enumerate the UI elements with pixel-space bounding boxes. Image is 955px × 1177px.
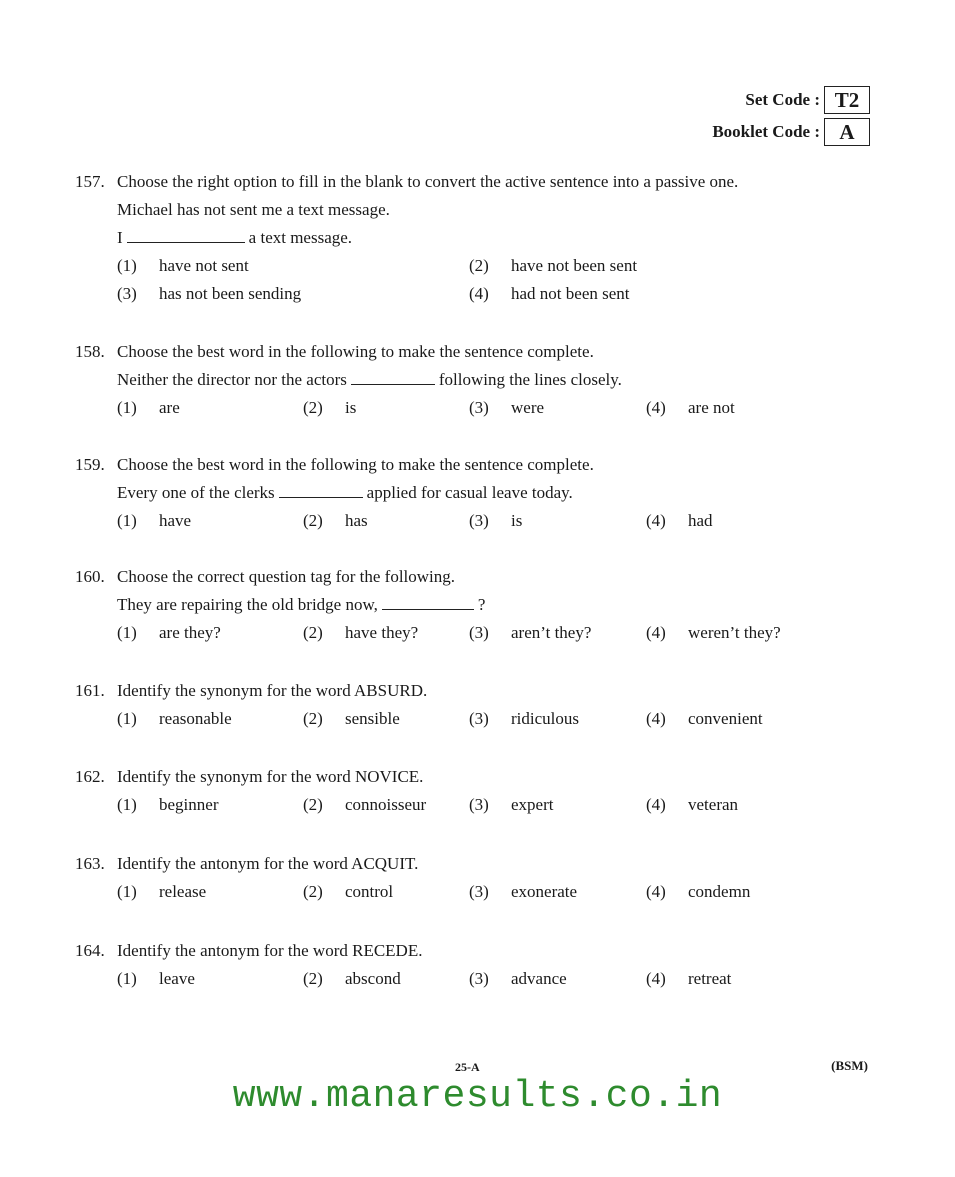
- sentence-end: a text message.: [248, 228, 353, 247]
- question-prompt: Choose the correct question tag for the following.: [117, 567, 456, 586]
- option-3: (3) ridiculous: [469, 709, 579, 728]
- option-3: (3) were: [469, 398, 545, 417]
- website-watermark: www.manaresults.co.in: [232, 1075, 723, 1118]
- question-160: [75, 563, 875, 647]
- question-164: [75, 937, 875, 993]
- question-sentence: Michael has not sent me a text message.: [117, 200, 390, 219]
- answer-blank: [279, 483, 363, 498]
- option-3: (3) is: [469, 511, 523, 530]
- question-prompt: Choose the best word in the following to make the sentence complete.: [117, 342, 594, 361]
- option-4: (4) condemn: [646, 882, 751, 901]
- option-4: (4) are not: [646, 398, 735, 417]
- options-row: [75, 965, 875, 993]
- option-4: (4) had not been sent: [469, 284, 630, 303]
- option-2: (2) have they?: [303, 623, 419, 642]
- question-number: 163.: [75, 854, 105, 873]
- options-row: [75, 252, 875, 280]
- question-number: 157.: [75, 172, 105, 191]
- option-2: (2) is: [303, 398, 357, 417]
- booklet-code-row: [712, 116, 870, 148]
- option-2: (2) sensible: [303, 709, 400, 728]
- option-3: (3) advance: [469, 969, 567, 988]
- option-1: (1) beginner: [117, 795, 219, 814]
- question-prompt: Identify the synonym for the word ABSURD.: [117, 681, 428, 700]
- code-block: [712, 84, 870, 148]
- option-2: (2) have not been sent: [469, 256, 638, 275]
- question-number: 160.: [75, 567, 105, 586]
- option-3: (3) has not been sending: [117, 284, 302, 303]
- option-1: (1) leave: [117, 969, 195, 988]
- options-row: [75, 394, 875, 422]
- question-159: [75, 451, 875, 535]
- option-2: (2) has: [303, 511, 368, 530]
- question-blank-sentence: [75, 591, 875, 619]
- question-prompt: Choose the right option to fill in the blank to convert the active sentence into a passive one.: [117, 172, 739, 191]
- option-1: (1) are they?: [117, 623, 221, 642]
- question-161: [75, 677, 875, 733]
- options-row: [75, 280, 875, 308]
- option-4: (4) weren’t they?: [646, 623, 781, 642]
- question-blank-sentence: [75, 479, 875, 507]
- set-code-row: [712, 84, 870, 116]
- set-code-value: T2: [824, 86, 870, 114]
- option-4: (4) had: [646, 511, 713, 530]
- question-number: 164.: [75, 941, 105, 960]
- sentence-end: applied for casual leave today.: [366, 483, 573, 502]
- option-4: (4) retreat: [646, 969, 732, 988]
- option-2: (2) connoisseur: [303, 795, 427, 814]
- option-1: (1) have not sent: [117, 256, 249, 275]
- page-number: 25-A: [455, 1060, 480, 1074]
- option-1: (1) have: [117, 511, 192, 530]
- options-row: [75, 878, 875, 906]
- question-163: [75, 850, 875, 906]
- option-4: (4) veteran: [646, 795, 739, 814]
- question-prompt: Identify the synonym for the word NOVICE.: [117, 767, 424, 786]
- answer-blank: [382, 595, 474, 610]
- booklet-code-value: A: [824, 118, 870, 146]
- question-number: 161.: [75, 681, 105, 700]
- option-3: (3) expert: [469, 795, 554, 814]
- option-1: (1) are: [117, 398, 180, 417]
- sentence-end: following the lines closely.: [438, 370, 622, 389]
- options-row: [75, 791, 875, 819]
- sentence-start: They are repairing the old bridge now,: [117, 595, 378, 614]
- question-number: 158.: [75, 342, 105, 361]
- options-row: [75, 619, 875, 647]
- booklet-code-label: Booklet Code :: [712, 122, 820, 141]
- option-1: (1) release: [117, 882, 207, 901]
- question-number: 159.: [75, 455, 105, 474]
- option-4: (4) convenient: [646, 709, 763, 728]
- answer-blank: [351, 370, 435, 385]
- option-1: (1) reasonable: [117, 709, 232, 728]
- question-prompt: Identify the antonym for the word RECEDE.: [117, 941, 423, 960]
- options-row: [75, 705, 875, 733]
- option-3: (3) aren’t they?: [469, 623, 592, 642]
- sentence-start: I: [117, 228, 123, 247]
- sentence-start: Neither the director nor the actors: [117, 370, 347, 389]
- option-3: (3) exonerate: [469, 882, 578, 901]
- question-158: [75, 338, 875, 422]
- series-code: (BSM): [831, 1058, 868, 1073]
- question-blank-sentence: [75, 366, 875, 394]
- question-blank-sentence: [75, 224, 875, 252]
- set-code-label: Set Code :: [745, 90, 820, 109]
- question-prompt: Identify the antonym for the word ACQUIT.: [117, 854, 419, 873]
- question-162: [75, 763, 875, 819]
- question-number: 162.: [75, 767, 105, 786]
- option-2: (2) control: [303, 882, 394, 901]
- answer-blank: [127, 228, 245, 243]
- options-row: [75, 507, 875, 535]
- sentence-start: Every one of the clerks: [117, 483, 275, 502]
- option-2: (2) abscond: [303, 969, 401, 988]
- question-prompt: Choose the best word in the following to make the sentence complete.: [117, 455, 594, 474]
- question-157: [75, 168, 875, 308]
- sentence-end: ?: [477, 595, 486, 614]
